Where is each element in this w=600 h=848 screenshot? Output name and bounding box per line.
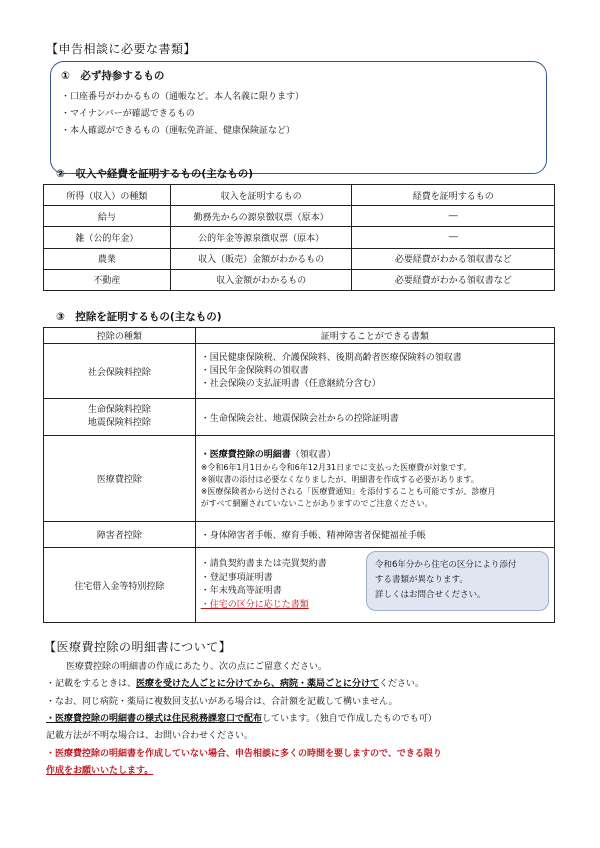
doc-item: ・生命保険会社、地震保険会社からの控除証明書 [195,399,554,436]
doc-item: ・国民年金保険料の領収書 [200,365,309,376]
required-items-title: ① 必ず持参するもの [61,70,165,82]
income-table [43,184,555,291]
table-row [44,522,555,548]
housing-note-box [366,551,549,611]
table-row [44,206,555,227]
doc-item [201,448,551,462]
table-cell: 不動産 [44,269,171,290]
table-header: 控除の種類 [44,328,196,344]
required-item: ・本人確認ができるもの（運転免許証、健康保険証など） [61,126,296,136]
note-line: ※令和6年1月1日から令和6年12月31日までに支払った医療費が対象です。 [200,462,472,472]
table-cell: 雑（公的年金） [44,227,171,248]
intro-text: 医療費控除の明細書の作成にあたり、次の点にご留意ください。 [66,662,328,672]
warning-line: ・医療費控除の明細書を作成していない場合、申告相談に多くの時間を要しますので、できる限り [46,749,442,759]
table-cell: 収入（販売）金額がわかるもの [170,248,352,269]
text-segment: しています。（独自で作成したものでも可） [262,714,437,724]
text-emphasis: ・医療費控除の明細書の様式は住民税務課窓口で配布 [46,714,263,724]
table-row [44,248,555,269]
table-row [44,344,555,399]
table-header-row [44,328,555,344]
note-line: 令和6年分から住宅の区分により添付 [375,560,517,570]
table-cell: ― [352,227,555,248]
text-segment: ください。 [379,679,425,689]
page-title: 【申告相談に必要な書類】 [46,42,197,56]
paragraph-line: 記載方法が不明な場合は、お問い合わせください。 [46,731,254,741]
deduction-label: 地震保険料控除 [87,418,151,428]
doc-item-highlight: ・住宅の区分に応じた書類 [200,599,309,610]
table-cell: 収入金額がわかるもの [170,269,352,290]
deduction-label: 障害者控除 [44,522,196,548]
doc-item-suffix: （領収書） [290,449,336,460]
text-segment: ・記載をするときは、 [46,679,137,689]
income-section-title: ② 収入や経費を証明するもの(主なもの) [56,168,253,180]
warning-line: 作成をお願いいたします。 [46,766,154,776]
paragraph-line [46,676,424,689]
table-row [44,269,555,290]
required-item: ・マイナンバーが確認できるもの [61,109,195,119]
doc-item: ・年末残高等証明書 [200,586,282,596]
doc-item-bold: ・医療費控除の明細書 [200,449,291,460]
table-row [44,436,555,522]
deduction-label: 生命保険料控除 [87,405,151,415]
deduction-section-title: ③ 控除を証明するもの(主なもの) [56,311,222,323]
note-line: ※医療保険者から送付される「医療費通知」を添付することも可能ですが、診療月 [200,486,496,496]
table-cell: 必要経費がわかる領収書など [352,269,555,290]
table-header-row [44,185,555,206]
deduction-label: 住宅借入金等特別控除 [44,548,196,623]
deduction-label: 社会保険料控除 [44,344,196,399]
table-header: 所得（収入）の種類 [44,185,171,206]
table-row [44,399,555,436]
table-cell: 必要経費がわかる領収書など [352,248,555,269]
deduction-label: 医療費控除 [44,436,196,522]
note-line: がすべて網羅されていないことがありますのでご注意ください。 [200,498,433,508]
table-cell [195,344,554,399]
note-line: する書類が異なります。 [375,575,468,585]
doc-item: ・登記事項証明書 [200,572,273,583]
table-row [44,227,555,248]
table-cell: 給与 [44,206,171,227]
note-line: ※領収書の添付は必要なくなりましたが、明細書を作成する必要があります。 [200,474,479,484]
paragraph-line [46,711,437,724]
table-cell: ― [352,206,555,227]
doc-item: ・身体障害者手帳、療育手帳、精神障害者保健福祉手帳 [195,522,554,548]
paragraph-line: ・なお、同じ病院・薬局に複数回支払いがある場合は、合計額を記載して構いません。 [46,697,398,707]
doc-item: ・国民健康保険税、介護保険料、後期高齢者医療保険料の領収書 [200,352,462,363]
table-header: 証明することができる書類 [195,328,554,344]
table-header: 収入を証明するもの [170,185,352,206]
doc-item: ・請負契約書または売買契約書 [200,559,327,569]
table-header: 経費を証明するもの [352,185,555,206]
note-line: 詳しくはお問合せください。 [375,590,486,600]
table-cell [195,436,554,522]
table-cell [44,399,196,436]
text-emphasis: 医療を受けた人ごとに分けてから、病院・薬局ごとに分けて [136,679,380,689]
required-item: ・口座番号がわかるもの（通帳など。本人名義に限ります） [61,92,305,102]
required-items-box [50,61,547,174]
table-cell: 農業 [44,248,171,269]
table-cell: 公的年金等源泉徴収票（原本） [170,227,352,248]
doc-item: ・社会保険の支払証明書（任意継続分含む） [200,378,381,389]
table-cell: 勤務先からの源泉徴収票（原本） [170,206,352,227]
medical-statement-title: 【医療費控除の明細書について】 [44,640,232,654]
